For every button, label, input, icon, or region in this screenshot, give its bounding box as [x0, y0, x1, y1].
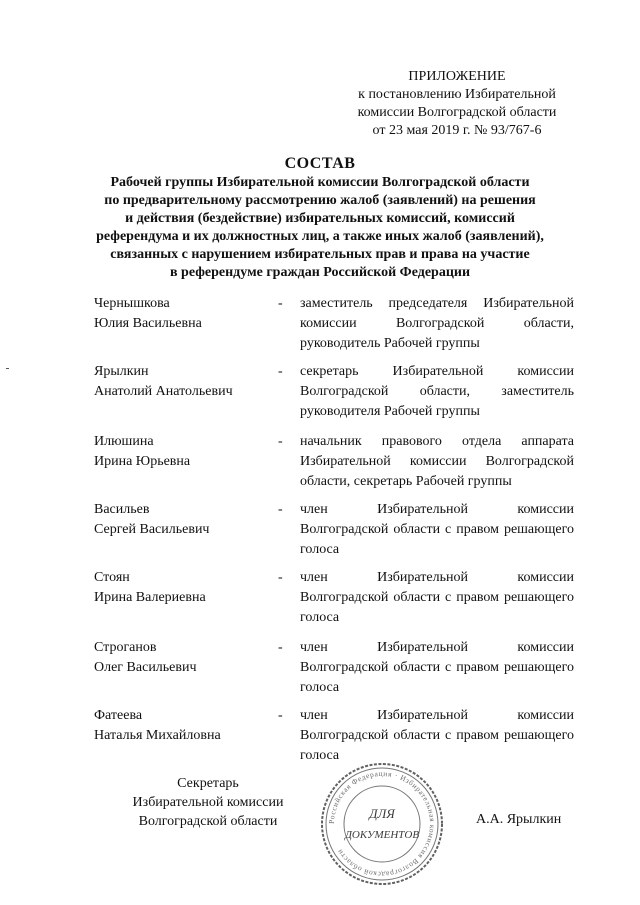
appendix-ref-line: к постановлению Избирательной [358, 87, 556, 102]
member-surname: Васильев [94, 502, 150, 517]
scan-margin-mark [6, 368, 9, 369]
signatory-org: Избирательной комиссии [132, 795, 284, 810]
signatory-position [110, 774, 306, 831]
appendix-header [340, 68, 574, 140]
official-stamp-seal [318, 760, 446, 888]
member-name [94, 362, 274, 402]
member-surname: Строганов [94, 640, 157, 655]
title-line: Рабочей группы Избирательной комиссии Волгоградской области [110, 175, 530, 190]
member-role: начальник правового отдела аппарата Избирательной комиссии Волгоградской области, секретарь Рабочей группы [300, 434, 574, 489]
svg-text:Российская Федерация · Избират [327, 769, 437, 879]
appendix-ref-line: комиссии Волгоградской области [357, 105, 557, 120]
signatory-title: Секретарь [177, 776, 239, 791]
member-surname: Илюшина [94, 434, 154, 449]
member-role: член Избирательной комиссии Волгоградской области с правом решающего голоса [300, 640, 574, 695]
member-dash: - [278, 708, 283, 723]
member-entry [94, 638, 574, 696]
title-line: в референдуме граждан Российской Федерации [169, 265, 471, 280]
title-line: и действия (бездействие) избирательных комиссий, комиссий [125, 211, 515, 226]
member-role: член Избирательной комиссии Волгоградской области с правом решающего голоса [300, 502, 574, 557]
member-dash: - [278, 502, 283, 517]
member-entry [94, 500, 574, 558]
member-dash: - [278, 570, 283, 585]
member-surname: Фатеева [94, 708, 143, 723]
stamp-center-line1: ДЛЯ [369, 806, 395, 821]
member-entry [94, 362, 574, 420]
appendix-label: ПРИЛОЖЕНИЕ [408, 69, 506, 84]
member-name [94, 568, 274, 608]
member-name [94, 706, 274, 746]
member-name [94, 638, 274, 678]
member-entry [94, 706, 574, 764]
member-dash: - [278, 364, 283, 379]
member-entry [94, 432, 574, 490]
member-given-names: Ирина Валериевна [94, 590, 206, 605]
member-dash: - [278, 296, 283, 311]
member-name [94, 432, 274, 472]
member-entry [94, 568, 574, 626]
member-given-names: Анатолий Анатольевич [94, 384, 233, 399]
member-surname: Ярылкин [94, 364, 149, 379]
title-line: референдума и их должностных лиц, а также иных жалоб (заявлений), [96, 229, 544, 244]
stamp-ring-text: Российская Федерация · Избирательная комиссия Волгоградской области [326, 768, 438, 880]
member-surname: Стоян [94, 570, 130, 585]
member-entry [94, 294, 574, 352]
title-line: связанных с нарушением избирательных прав и права на участие [110, 247, 530, 262]
member-given-names: Наталья Михайловна [94, 728, 221, 743]
member-given-names: Сергей Васильевич [94, 522, 210, 537]
member-role: член Избирательной комиссии Волгоградской области с правом решающего голоса [300, 570, 574, 625]
member-role: член Избирательной комиссии Волгоградской области с правом решающего голоса [300, 708, 574, 763]
member-given-names: Ирина Юрьевна [94, 454, 191, 469]
stamp-center-line2: ДОКУМЕНТОВ [344, 829, 420, 841]
member-role: заместитель председателя Избирательной комиссии Волгоградской области, руководитель Рабочей группы [300, 296, 574, 351]
member-name [94, 294, 274, 334]
appendix-date-number: от 23 мая 2019 г. № 93/767-6 [372, 123, 542, 138]
member-surname: Чернышкова [94, 296, 170, 311]
document-title [60, 154, 580, 282]
member-role: секретарь Избирательной комиссии Волгоградской области, заместитель руководителя Рабочей группы [300, 364, 574, 419]
signatory-region: Волгоградской области [138, 814, 278, 829]
member-dash: - [278, 640, 283, 655]
member-given-names: Олег Васильевич [94, 660, 197, 675]
member-given-names: Юлия Васильевна [94, 316, 202, 331]
signatory-name: А.А. Ярылкин [476, 812, 562, 827]
title-heading: СОСТАВ [284, 155, 356, 172]
member-name [94, 500, 274, 540]
title-line: по предварительному рассмотрению жалоб (заявлений) на решения [104, 193, 536, 208]
member-dash: - [278, 434, 283, 449]
